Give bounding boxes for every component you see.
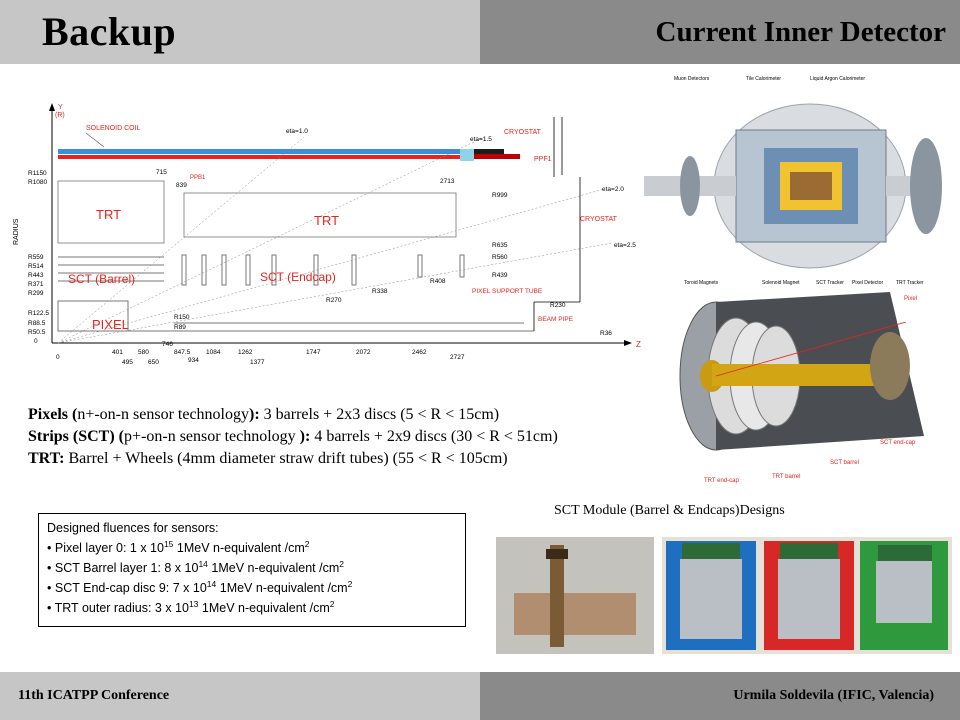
sct-barrel-module-image: [496, 537, 654, 654]
axis-z-label: Z: [636, 340, 641, 349]
svg-text:Toroid Magnets: Toroid Magnets: [684, 280, 719, 286]
eta-15-label: eta=1.5: [470, 136, 492, 143]
solenoid-coil-bar: [58, 149, 460, 154]
slide-title: Backup: [42, 9, 177, 54]
r-tick: R88.5: [28, 320, 46, 327]
svg-text:TRT Tracker: TRT Tracker: [896, 280, 924, 286]
inner-detector-cutaway-image: [676, 286, 948, 486]
spec-line-trt: TRT: Barrel + Wheels (4mm diameter straw drift tubes) (55 < R < 105cm): [28, 450, 508, 467]
fluence-item: • Pixel layer 0: 1 x $10^{15}$ 1MeV n-equivalent $/cm^2$: [47, 538, 310, 555]
svg-text:580: 580: [138, 349, 149, 356]
svg-text:R36: R36: [600, 330, 612, 337]
pixel-support-tube-label: PIXEL SUPPORT TUBE: [472, 288, 543, 295]
svg-text:2462: 2462: [412, 349, 427, 356]
svg-text:Tile Calorimeter: Tile Calorimeter: [746, 76, 782, 82]
svg-text:SCT end-cap: SCT end-cap: [880, 440, 916, 446]
svg-text:2072: 2072: [356, 349, 371, 356]
atlas-detector-cutaway-image: [644, 70, 956, 290]
svg-text:1262: 1262: [238, 349, 253, 356]
svg-text:R270: R270: [326, 297, 342, 304]
ppb1-label: PPB1: [190, 175, 206, 181]
footer-author: Urmila Soldevila (IFIC, Valencia): [733, 688, 934, 703]
svg-text:R635: R635: [492, 242, 508, 249]
svg-text:650: 650: [148, 359, 159, 366]
svg-text:Solenoid Magnet: Solenoid Magnet: [762, 280, 800, 286]
trt-barrel-label: TRT: [96, 207, 122, 222]
ppf1-label: PPF1: [534, 156, 552, 163]
svg-text:2727: 2727: [450, 354, 465, 361]
footer-conference: 11th ICATPP Conference: [18, 688, 170, 703]
svg-text:R230: R230: [550, 302, 566, 309]
svg-text:SCT Tracker: SCT Tracker: [816, 280, 844, 286]
sct-endcap-modules-image: [662, 537, 952, 654]
sct-barrel-label: SCT (Barrel): [68, 272, 136, 286]
slide-subtitle: Current Inner Detector: [655, 16, 946, 48]
sct-endcap-label: SCT (Endcap): [260, 270, 336, 284]
spec-line-pixels: Pixels (n+-on-n sensor technology): 3 barrels + 2x3 discs (5 < R < 15cm): [28, 406, 500, 423]
eta-1-label: eta=1.0: [286, 128, 308, 135]
cryostat-right-label: CRYOSTAT: [580, 216, 617, 223]
pixel-label: PIXEL: [92, 317, 129, 332]
svg-text:TRT barrel: TRT barrel: [772, 474, 801, 480]
svg-text:R999: R999: [492, 192, 508, 199]
r-tick: R299: [28, 290, 44, 297]
svg-text:1377: 1377: [250, 359, 265, 366]
svg-text:R338: R338: [372, 288, 388, 295]
svg-text:SCT barrel: SCT barrel: [830, 460, 859, 466]
r-tick: 0: [34, 338, 38, 345]
detector-specs: [28, 404, 558, 470]
trt-endcap-label: TRT: [314, 213, 340, 228]
fluence-item: • TRT outer radius: 3 x $10^{13}$ 1MeV n-equivalent $/cm^2$: [47, 598, 335, 615]
svg-text:Liquid Argon Calorimeter: Liquid Argon Calorimeter: [810, 76, 866, 82]
sct-module-caption: SCT Module (Barrel & Endcaps)Designs: [554, 503, 785, 518]
svg-text:Muon Detectors: Muon Detectors: [674, 76, 710, 82]
svg-text:R89: R89: [174, 324, 186, 331]
cryostat-top-label: CRYOSTAT: [504, 129, 541, 136]
svg-text:2713: 2713: [440, 178, 455, 185]
svg-text:Pixel: Pixel: [904, 296, 918, 302]
svg-text:839: 839: [176, 182, 187, 189]
svg-text:1747: 1747: [306, 349, 321, 356]
axis-y-label: Y: [58, 104, 63, 111]
svg-text:746: 746: [162, 341, 173, 348]
axis-radius-label: RADIUS: [13, 218, 20, 245]
svg-text:Pixel Detector: Pixel Detector: [852, 280, 884, 286]
fluence-item: • SCT Barrel layer 1: 8 x $10^{14}$ 1MeV n-equivalent $/cm^2$: [47, 558, 344, 575]
svg-text:R150: R150: [174, 314, 190, 321]
r-tick: R50.5: [28, 329, 46, 336]
svg-text:(R): (R): [55, 112, 65, 119]
solenoid-coil-label: SOLENOID COIL: [86, 125, 141, 132]
eta-25-label: eta=2.5: [614, 242, 636, 249]
svg-text:934: 934: [188, 357, 199, 364]
r-tick: R122.5: [28, 310, 49, 317]
eta-2-label: eta=2.0: [602, 186, 624, 193]
r-tick: R1080: [28, 179, 48, 186]
svg-text:715: 715: [156, 169, 167, 176]
inner-detector-layout-diagram: [14, 97, 646, 371]
svg-text:1084: 1084: [206, 349, 221, 356]
svg-text:R439: R439: [492, 272, 508, 279]
fluence-item: • SCT End-cap disc 9: 7 x $10^{14}$ 1MeV n-equivalent $/cm^2$: [47, 578, 353, 595]
fluence-heading: Designed fluences for sensors:: [47, 521, 219, 535]
svg-text:R408: R408: [430, 278, 446, 285]
fluence-box: [38, 513, 466, 627]
r-tick: R514: [28, 263, 44, 270]
svg-text:847.5: 847.5: [174, 349, 191, 356]
svg-text:495: 495: [122, 359, 133, 366]
svg-text:TRT end-cap: TRT end-cap: [704, 478, 739, 484]
beam-pipe-label: BEAM PIPE: [538, 316, 574, 323]
r-tick: R443: [28, 272, 44, 279]
svg-text:0: 0: [56, 354, 60, 361]
spec-line-sct: Strips (SCT) (p+-on-n sensor technology ): 4 barrels + 2x9 discs (30 < R < 51cm): [28, 428, 558, 445]
r-tick: R1150: [28, 170, 47, 177]
r-tick: R371: [28, 281, 44, 288]
svg-text:R560: R560: [492, 254, 508, 261]
svg-text:401: 401: [112, 349, 123, 356]
r-tick: R559: [28, 254, 44, 261]
